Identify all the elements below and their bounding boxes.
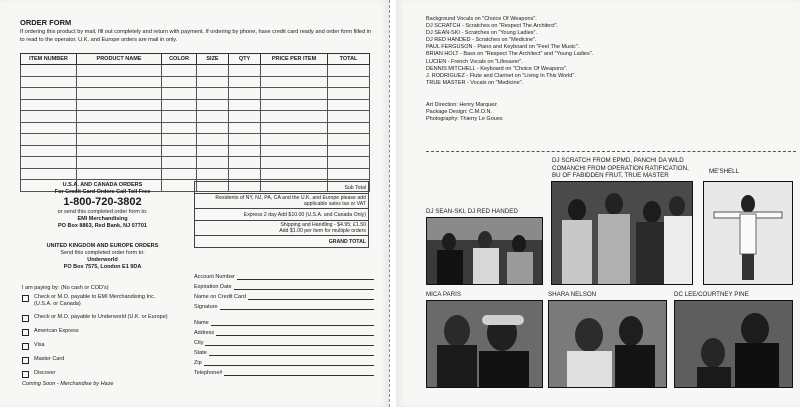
uk-company: Underworld	[87, 257, 118, 263]
us-address: PO Box 8863, Red Bank, NJ 07701	[58, 223, 147, 229]
checkbox[interactable]	[22, 343, 29, 350]
telephone-field[interactable]: Telephone#	[194, 366, 374, 376]
payment-options	[22, 294, 168, 384]
uk-europe-orders	[20, 243, 185, 271]
us-canada-orders	[20, 182, 185, 230]
totals-table	[194, 181, 369, 248]
coming-soon-note: Coming Soon - Merchandise by Haze	[22, 381, 114, 387]
credit-line: DJ SCRATCH - Scratches on "Respect The Architect".	[426, 23, 559, 30]
credit-line: TRUE MASTER - Vocals on "Medicine".	[426, 79, 524, 86]
payment-option-emi-check[interactable]: Check or M.O. payable to EMI Merchandising Inc. (U.S.A. or Canada)	[22, 294, 168, 308]
customer-fields	[194, 270, 374, 376]
table-row[interactable]	[21, 65, 370, 77]
order-form-page	[0, 0, 389, 407]
caption-mica-paris: MICA PARIS	[426, 291, 461, 298]
checkbox[interactable]	[22, 329, 29, 336]
order-table-header	[21, 54, 370, 65]
col-price-per-item: PRICE PER ITEM	[261, 54, 328, 65]
uk-orders-line: Send this completed order form to:	[60, 250, 145, 256]
city-field[interactable]: City	[194, 336, 374, 346]
photo-mica-paris	[426, 300, 543, 388]
order-form-intro: If ordering this product by mail, fill out completely and return with payment. If ordering by phone, have credit card ready and order form filled in to read to the operator. U.K. and Europe orders are mail in only.	[20, 29, 372, 43]
name-field[interactable]: Name	[194, 316, 374, 326]
us-mail-line: or send this completed order form to:	[57, 209, 148, 215]
account-number-field[interactable]: Account Number	[194, 270, 374, 280]
art-direction: Art Direction: Henry Marquez	[426, 102, 497, 108]
col-item-number: ITEM NUMBER	[21, 54, 77, 65]
art-credits	[426, 102, 503, 123]
zip-field[interactable]: Zip	[194, 356, 374, 366]
photo-dj-sean-ski-red-handed	[426, 217, 543, 285]
table-row[interactable]	[21, 168, 370, 180]
state-field[interactable]: State	[194, 346, 374, 356]
payment-option-mastercard[interactable]: Master Card	[22, 356, 168, 364]
checkbox[interactable]	[22, 315, 29, 322]
payment-option-visa[interactable]: Visa	[22, 342, 168, 350]
col-total: TOTAL	[328, 54, 370, 65]
payment-option-underworld-check[interactable]: Check or M.O. payable to Underworld (U.K. or Europe)	[22, 314, 168, 322]
payment-option-discover[interactable]: Discover	[22, 370, 168, 378]
address-field[interactable]: Address	[194, 326, 374, 336]
name-on-card-field[interactable]: Name on Credit Card	[194, 290, 374, 300]
order-table	[20, 53, 370, 192]
package-design: Package Design: C.M.O.N.	[426, 109, 493, 116]
table-row[interactable]	[21, 88, 370, 100]
credit-line: DJ RED HANDED - Scratches on "Medicine".	[426, 37, 537, 44]
expiration-date-field[interactable]: Expiration Date	[194, 280, 374, 290]
checkbox[interactable]	[22, 357, 29, 364]
photo-meshell	[703, 181, 793, 285]
tax-label: Residents of NY, NJ, PA, CA and the U.K. and Europe please add applicable sales tax or VAT	[195, 194, 369, 209]
table-row[interactable]	[21, 76, 370, 88]
us-orders-heading: U.S.A. AND CANADA ORDERS	[62, 182, 143, 188]
caption-meshell: ME'SHELL	[709, 168, 740, 175]
grand-total-label: GRAND TOTAL	[195, 236, 369, 248]
credit-line: DJ SEAN-SKI - Scratches on "Young Ladies".	[426, 30, 538, 37]
photography: Photography: Thierry Le Goues	[426, 116, 503, 123]
credit-line: J. RODRIGUEZ - Flute and Clarinet on "Living In This World".	[426, 72, 576, 79]
table-row[interactable]	[21, 99, 370, 111]
shipping-label: Shipping and Handling - $4.95; £1.50 Add $1.00 per item for multiple orders	[195, 221, 369, 236]
payment-label: I am paying by: (No cash or COD's)	[22, 285, 109, 291]
photo-dc-lee-courtney-pine	[674, 300, 793, 388]
checkbox[interactable]	[22, 295, 29, 302]
col-product-name: PRODUCT NAME	[77, 54, 162, 65]
uk-address: PO Box 7575, London E1 9DA	[63, 264, 142, 270]
photo-shara-nelson	[548, 300, 667, 388]
table-row[interactable]	[21, 111, 370, 123]
payment-option-amex[interactable]: American Express	[22, 328, 168, 336]
divider	[426, 151, 796, 152]
signature-field[interactable]: Signature	[194, 300, 374, 310]
credits-page	[396, 0, 800, 407]
col-qty: QTY	[229, 54, 261, 65]
checkbox[interactable]	[22, 371, 29, 378]
credit-line: PAUL FERGUSON - Piano and Keyboard on "Feel The Music".	[426, 44, 580, 51]
credit-line: BRIAN HOLT - Bass on "Respect The Architect" and "Young Ladies".	[426, 51, 594, 58]
express-label: Express 2 day Add $10.00 (U.S.A. and Canada Only)	[195, 209, 369, 221]
col-color: COLOR	[162, 54, 197, 65]
table-row[interactable]	[21, 122, 370, 134]
us-company: EMI Merchandising	[77, 216, 128, 222]
table-row[interactable]	[21, 157, 370, 169]
us-orders-sub: For Credit Card Orders Call Toll Free	[54, 189, 151, 195]
credits-list	[426, 16, 593, 87]
col-size: SIZE	[197, 54, 229, 65]
caption-shara-nelson: SHARA NELSON	[548, 291, 597, 298]
uk-orders-heading: UNITED KINGDOM AND EUROPE ORDERS	[46, 243, 159, 249]
caption-dj-sean-ski: DJ SEAN-SKI, DJ RED HANDED	[426, 208, 518, 215]
toll-free-phone: 1-800-720-3802	[63, 196, 142, 208]
caption-top-center: DJ SCRATCH FROM EPMD, PANCHI DA WILD COMANCHI FROM OPERATION RATIFICATION, BU OF FABIDDEN FRUT, TRUE MASTER	[552, 157, 689, 179]
subtotal-label: Sub Total	[195, 182, 369, 194]
credit-line: LUCIEN - French Vocals on "Lifesaver".	[426, 58, 523, 65]
table-row[interactable]	[21, 145, 370, 157]
table-row[interactable]	[21, 134, 370, 146]
credit-line: Background Vocals on "Choice Of Weapons".	[426, 16, 537, 22]
photo-dj-scratch-group	[551, 181, 693, 285]
order-form-title: ORDER FORM	[20, 18, 72, 27]
credit-line: DENNIS MITCHELL - Keyboard on "Choice Of Weapons".	[426, 65, 568, 72]
caption-dc-lee-courtney-pine: DC LEE/COURTNEY PINE	[674, 291, 749, 298]
